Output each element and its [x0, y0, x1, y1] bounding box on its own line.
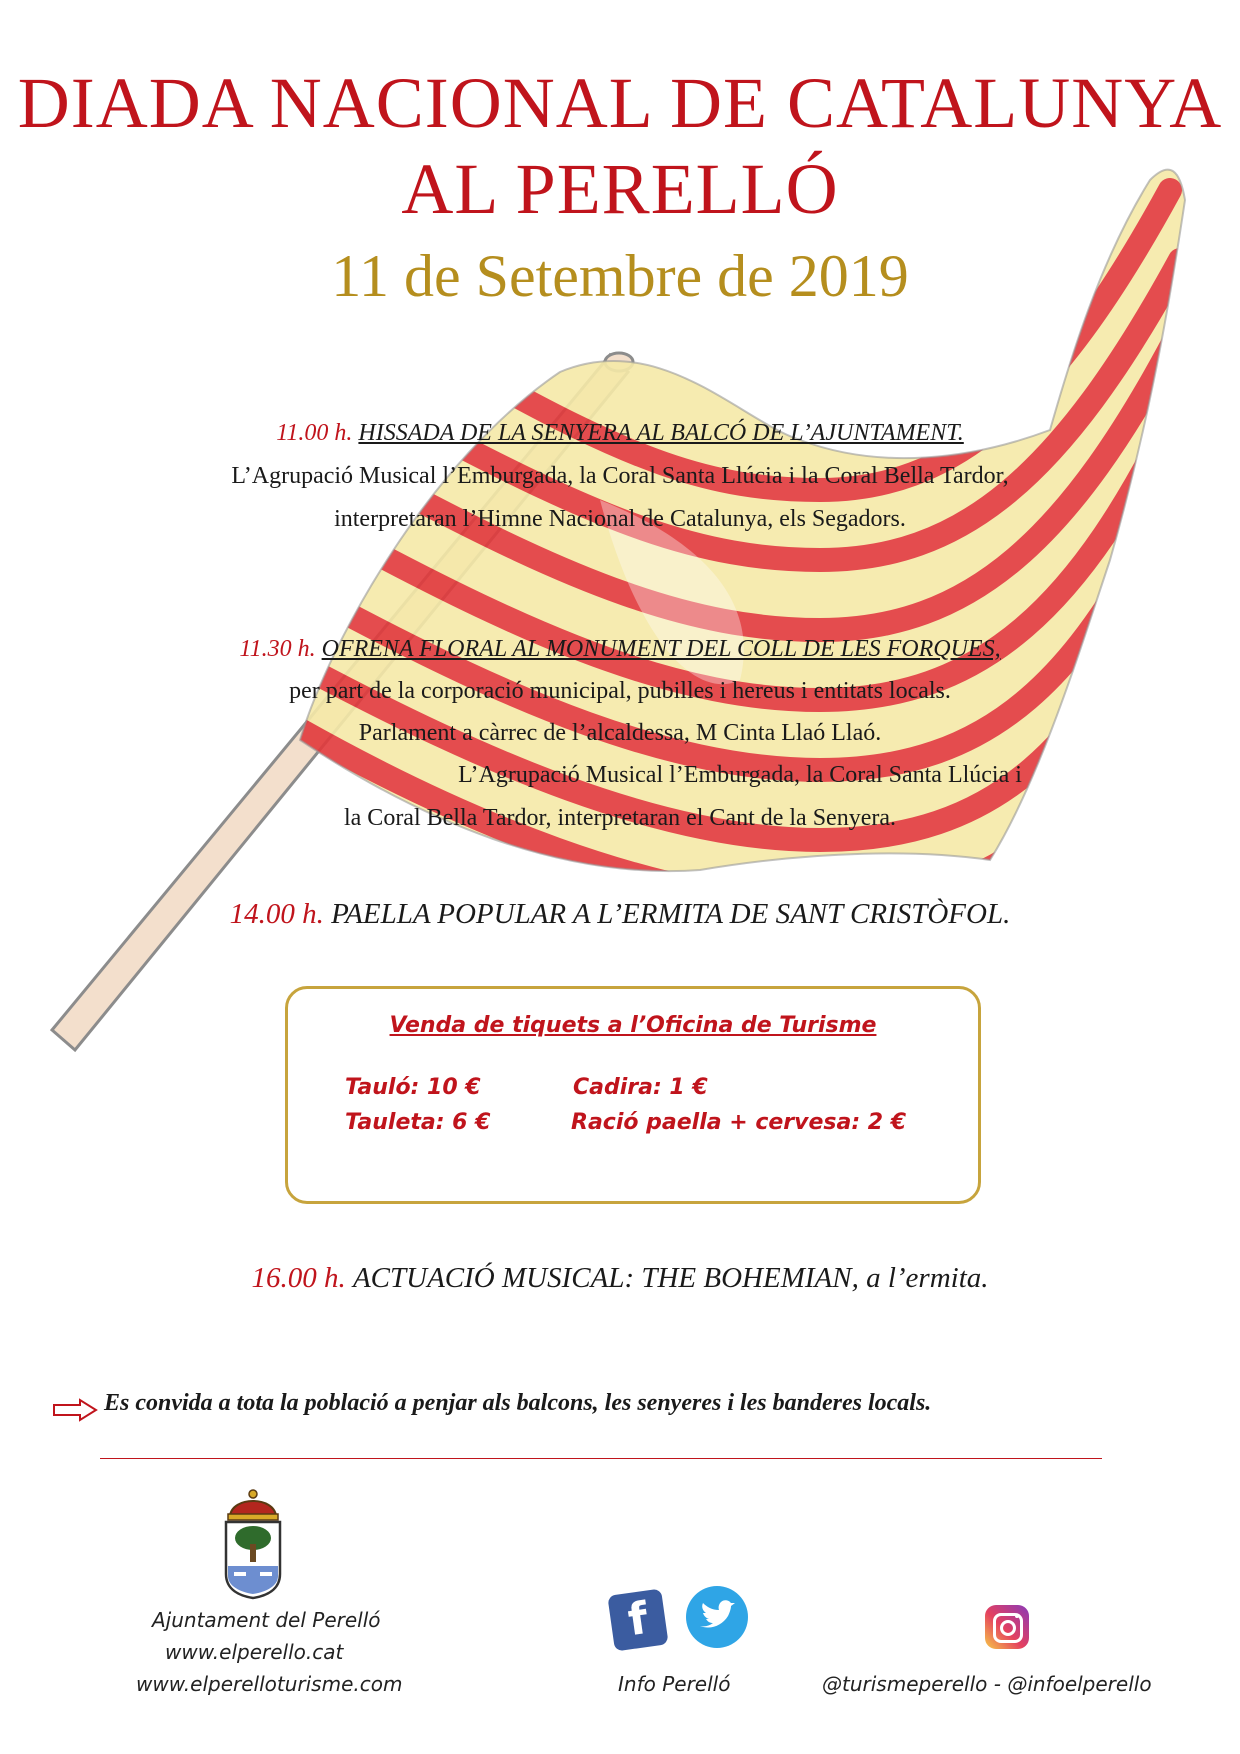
footer-website-2[interactable]: www.elperelloturisme.com: [136, 1672, 403, 1696]
event-3-title: PAELLA POPULAR A L’ERMITA DE SANT CRISTÒFOL.: [331, 898, 1011, 930]
event-1-time: 11.00 h.: [276, 420, 353, 446]
ticket-item-racio: Ració paella + cervesa: 2 €: [571, 1110, 907, 1135]
event-3-time: 14.00 h.: [229, 898, 324, 930]
footer-divider: [100, 1458, 1102, 1459]
event-1-title: HISSADA DE LA SENYERA AL BALCÓ DE L’AJUNTAMENT.: [358, 420, 964, 446]
event-1-heading: [0, 420, 1240, 447]
page-title-line-2: AL PERELLÓ: [401, 149, 839, 229]
event-1-line-2: interpretaran l’Himne Nacional de Catalunya, els Segadors.: [334, 506, 906, 532]
tickets-box: [285, 986, 981, 1204]
event-1-line-1: L’Agrupació Musical l’Emburgada, la Coral Santa Llúcia i la Coral Bella Tardor,: [231, 463, 1009, 489]
social-label: Info Perelló: [618, 1672, 731, 1696]
event-2-heading: [0, 636, 1240, 663]
event-2-line-1: per part de la corporació municipal, pubilles i hereus i entitats locals.: [289, 678, 951, 704]
invitation-text: Es convida a tota la població a penjar als balcons, les senyeres i les banderes locals.: [104, 1390, 932, 1416]
instagram-icon[interactable]: [985, 1605, 1029, 1649]
coat-of-arms-icon: [218, 1486, 288, 1600]
event-4-time: 16.00 h.: [251, 1262, 346, 1294]
instagram-handles: @turismeperello - @infoelperello: [822, 1672, 1152, 1696]
ticket-item-tauleta: Tauleta: 6 €: [345, 1110, 491, 1135]
page-title-line-1: DIADA NACIONAL DE CATALUNYA: [17, 63, 1223, 143]
arrow-right-icon: [52, 1398, 98, 1422]
ticket-item-taulo: Tauló: 10 €: [345, 1075, 481, 1100]
footer-website-1[interactable]: www.elperello.cat: [165, 1640, 344, 1664]
footer-org-name: Ajuntament del Perelló: [152, 1608, 381, 1632]
tickets-heading: Venda de tiquets a l’Oficina de Turisme: [389, 1013, 877, 1038]
event-2-line-2: Parlament a càrrec de l’alcaldessa, M Cinta Llaó Llaó.: [358, 720, 882, 746]
event-2-line-3: L’Agrupació Musical l’Emburgada, la Coral Santa Llúcia i: [458, 762, 1022, 788]
event-2-title: OFRENA FLORAL AL MONUMENT DEL COLL DE LES FORQUES,: [321, 636, 1001, 662]
event-2-time: 11.30 h.: [239, 636, 316, 662]
twitter-icon[interactable]: [686, 1586, 748, 1648]
ticket-item-cadira: Cadira: 1 €: [573, 1075, 708, 1100]
event-date: 11 de Setembre de 2019: [331, 243, 909, 309]
facebook-icon[interactable]: f: [607, 1589, 668, 1652]
event-4-title: ACTUACIÓ MUSICAL: THE BOHEMIAN, a l’ermita.: [352, 1262, 989, 1294]
event-2-line-4: la Coral Bella Tardor, interpretaran el Cant de la Senyera.: [343, 805, 897, 831]
event-3-heading: [0, 898, 1240, 931]
event-4-heading: [0, 1262, 1240, 1295]
